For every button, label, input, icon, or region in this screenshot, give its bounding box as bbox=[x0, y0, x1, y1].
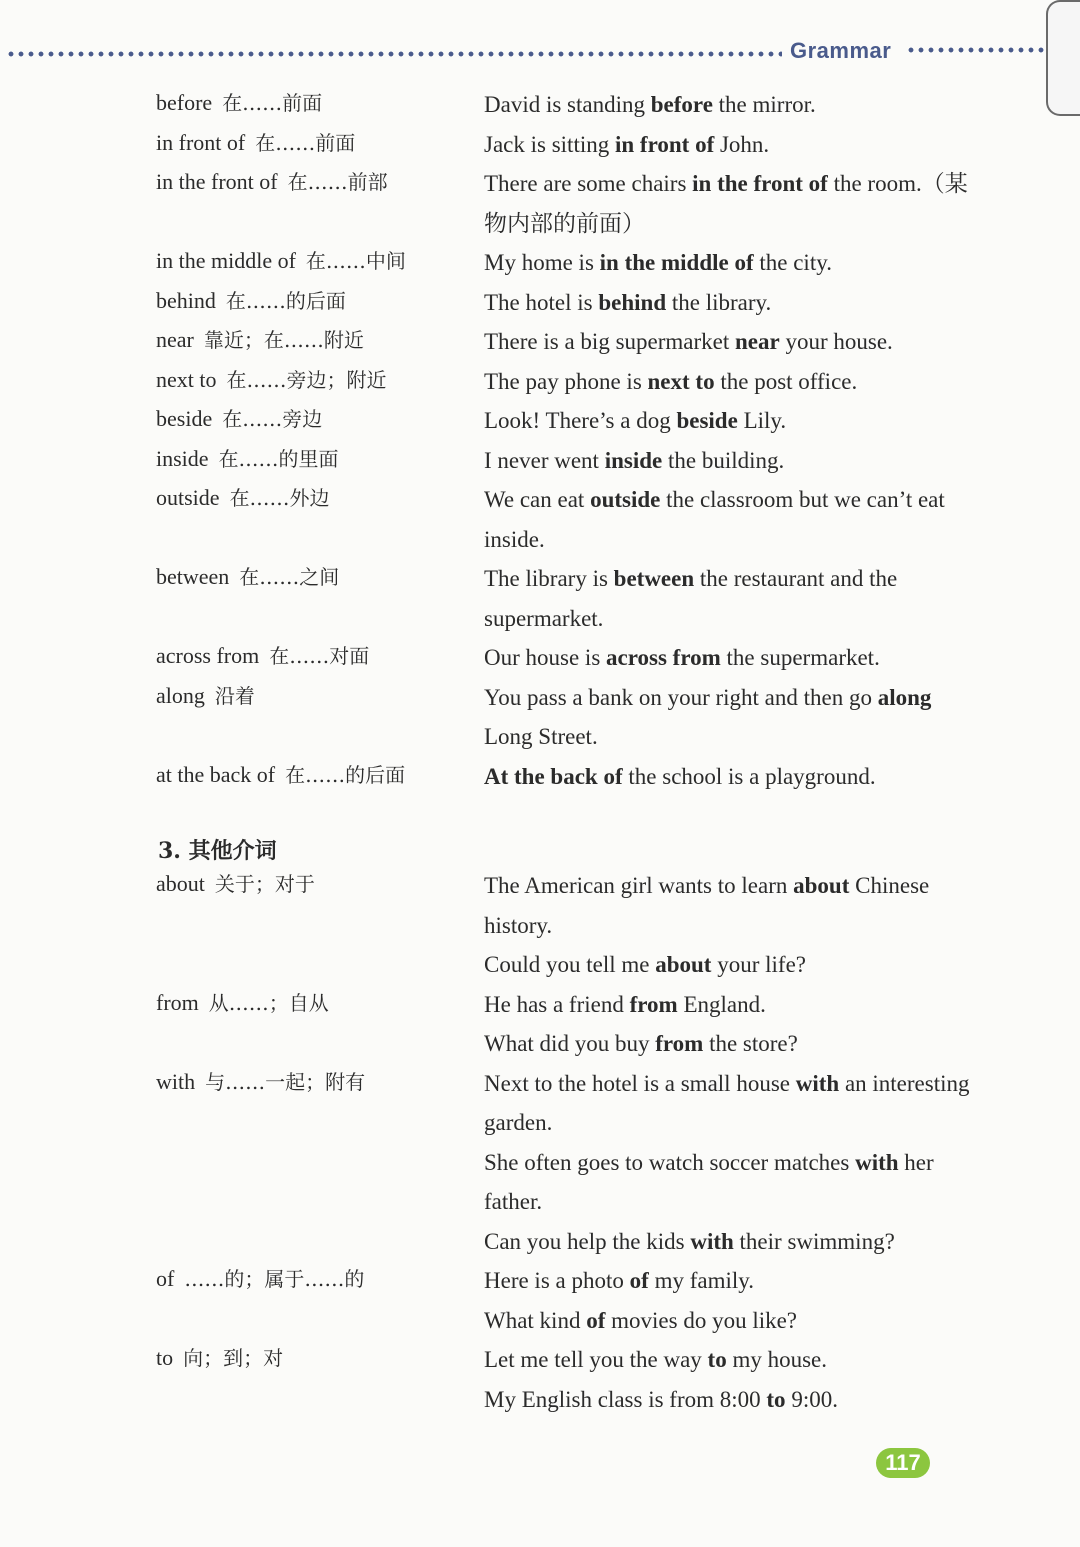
preposition-zh: 靠近；在……附近 bbox=[203, 328, 364, 352]
example-keyword: to bbox=[766, 1386, 786, 1412]
preposition-zh: 在……的里面 bbox=[218, 446, 339, 471]
preposition-en: outside bbox=[156, 485, 220, 510]
example-keyword: about bbox=[793, 873, 850, 898]
example-text: John. bbox=[714, 131, 770, 157]
preposition-en: inside bbox=[156, 445, 209, 471]
example-line bbox=[484, 164, 996, 204]
example-keyword: outside bbox=[590, 487, 661, 512]
example-text: David is standing bbox=[484, 92, 651, 117]
location-term-1 bbox=[156, 129, 355, 157]
example-text: an interesting bbox=[839, 1070, 970, 1096]
example-text: There are some chairs bbox=[484, 171, 693, 196]
location-term-12 bbox=[156, 682, 255, 710]
location-term-5 bbox=[156, 326, 364, 354]
preposition-en: behind bbox=[156, 287, 216, 313]
location-example-10 bbox=[484, 559, 996, 638]
example-keyword: about bbox=[655, 952, 712, 977]
example-line bbox=[484, 125, 996, 165]
example-keyword: At the back of bbox=[484, 763, 623, 789]
preposition-en: along bbox=[156, 682, 205, 708]
example-text: You pass a bank on your right and then go bbox=[484, 684, 878, 710]
location-example-1 bbox=[484, 125, 996, 165]
example-text: Long Street. bbox=[484, 724, 598, 749]
example-line bbox=[484, 1182, 996, 1222]
location-term-11 bbox=[156, 642, 369, 670]
location-term-2 bbox=[156, 168, 388, 196]
preposition-zh: 向；到；对 bbox=[183, 1346, 284, 1370]
example-text: father. bbox=[484, 1189, 543, 1214]
example-keyword: of bbox=[586, 1307, 606, 1333]
example-text: She often goes to watch soccer matches bbox=[484, 1149, 856, 1175]
location-example-4 bbox=[484, 283, 996, 323]
preposition-en: near bbox=[156, 327, 194, 352]
location-term-0 bbox=[156, 89, 322, 117]
location-term-10 bbox=[156, 563, 339, 591]
example-text: Our house is bbox=[484, 645, 607, 670]
example-line bbox=[484, 283, 996, 323]
location-term-13 bbox=[156, 761, 405, 789]
example-text: the room.（某 bbox=[827, 171, 968, 196]
preposition-zh: 与……一起；附有 bbox=[205, 1069, 366, 1094]
preposition-zh: 在……前部 bbox=[287, 170, 388, 194]
example-keyword: inside bbox=[604, 447, 663, 473]
preposition-zh: ……的；属于……的 bbox=[184, 1267, 365, 1291]
example-text: my house. bbox=[726, 1347, 828, 1372]
example-line bbox=[484, 401, 996, 441]
example-keyword: behind bbox=[598, 289, 667, 315]
preposition-en: in the front of bbox=[156, 169, 278, 194]
example-text: Here is a photo bbox=[484, 1268, 630, 1293]
example-line bbox=[484, 599, 996, 639]
preposition-zh: 关于；对于 bbox=[214, 872, 315, 896]
location-term-4 bbox=[156, 287, 346, 315]
preposition-en: in front of bbox=[156, 129, 246, 155]
example-text: Chinese bbox=[849, 873, 930, 898]
preposition-en: beside bbox=[156, 406, 213, 431]
example-line bbox=[484, 1024, 996, 1064]
example-keyword: of bbox=[629, 1268, 649, 1293]
example-line bbox=[484, 520, 996, 560]
location-example-8 bbox=[484, 441, 996, 481]
example-text: The American girl wants to learn bbox=[484, 873, 794, 898]
preposition-zh: 在……外边 bbox=[229, 486, 330, 510]
preposition-en: to bbox=[156, 1345, 174, 1370]
example-keyword: next to bbox=[647, 368, 715, 394]
location-term-6 bbox=[156, 366, 387, 394]
example-line bbox=[484, 1301, 996, 1341]
example-keyword: in the middle of bbox=[599, 250, 754, 275]
example-text: England. bbox=[677, 991, 766, 1017]
preposition-zh: 在……对面 bbox=[269, 644, 370, 668]
preposition-zh: 在……旁边；附近 bbox=[226, 367, 387, 392]
example-text: the supermarket. bbox=[720, 645, 880, 670]
example-text: history. bbox=[484, 912, 553, 938]
example-keyword: in front of bbox=[614, 131, 715, 157]
section-heading: 3. 其他介词 bbox=[158, 838, 277, 864]
other-term-0 bbox=[156, 870, 315, 898]
location-example-11 bbox=[484, 638, 996, 678]
page-number: 117 bbox=[876, 1448, 930, 1478]
other-example-0 bbox=[484, 866, 996, 985]
location-term-9 bbox=[156, 484, 330, 512]
preposition-en: in the middle of bbox=[156, 248, 296, 273]
location-example-12 bbox=[484, 678, 996, 757]
example-line bbox=[484, 985, 996, 1025]
location-term-7 bbox=[156, 405, 322, 433]
location-term-8 bbox=[156, 445, 339, 473]
example-keyword: between bbox=[613, 566, 695, 591]
example-text: my family. bbox=[648, 1268, 754, 1293]
example-text: We can eat bbox=[484, 487, 591, 512]
preposition-en: with bbox=[156, 1068, 196, 1094]
example-line bbox=[484, 85, 996, 125]
example-text: My home is bbox=[484, 250, 600, 275]
preposition-zh: 沿着 bbox=[214, 683, 255, 708]
example-text: The hotel is bbox=[484, 289, 599, 315]
preposition-zh: 在……前面 bbox=[222, 91, 323, 115]
example-text: Lily. bbox=[737, 408, 787, 433]
preposition-en: of bbox=[156, 1266, 175, 1291]
example-text: 物内部的前面） bbox=[484, 210, 645, 236]
preposition-en: before bbox=[156, 90, 213, 115]
example-text: Could you tell me bbox=[484, 952, 656, 977]
example-text: the classroom but we can’t eat bbox=[660, 487, 945, 512]
example-line bbox=[484, 243, 996, 283]
example-text: the city. bbox=[753, 250, 832, 275]
example-line bbox=[484, 757, 996, 797]
example-keyword: from bbox=[655, 1031, 704, 1056]
example-text: the mirror. bbox=[712, 92, 816, 117]
example-keyword: in the front of bbox=[692, 171, 828, 196]
preposition-en: across from bbox=[156, 643, 260, 668]
example-text: My English class is from 8:00 bbox=[484, 1386, 767, 1412]
example-text: their swimming? bbox=[733, 1228, 895, 1254]
example-keyword: before bbox=[650, 92, 713, 117]
example-text: I never went bbox=[484, 447, 605, 473]
example-text: supermarket. bbox=[484, 605, 604, 631]
example-line bbox=[484, 638, 996, 678]
example-keyword: to bbox=[707, 1347, 727, 1372]
other-term-1 bbox=[156, 989, 329, 1017]
preposition-zh: 从……；自从 bbox=[208, 990, 329, 1015]
example-text: the library. bbox=[666, 289, 772, 315]
example-text: inside. bbox=[484, 526, 545, 552]
example-keyword: beside bbox=[676, 408, 738, 433]
example-text: her bbox=[898, 1149, 934, 1175]
example-text: movies do you like? bbox=[605, 1307, 798, 1333]
other-example-1 bbox=[484, 985, 996, 1064]
location-example-0 bbox=[484, 85, 996, 125]
example-text: What did you buy bbox=[484, 1031, 656, 1056]
example-keyword: with bbox=[855, 1149, 899, 1175]
example-text: The library is bbox=[484, 566, 614, 591]
example-text: your house. bbox=[779, 329, 893, 354]
location-example-7 bbox=[484, 401, 996, 441]
preposition-en: between bbox=[156, 564, 230, 589]
example-line bbox=[484, 866, 996, 906]
preposition-zh: 在……中间 bbox=[305, 249, 406, 273]
example-text: Look! There’s a dog bbox=[484, 408, 677, 433]
example-text: The pay phone is bbox=[484, 368, 648, 394]
example-keyword: across from bbox=[606, 645, 721, 670]
preposition-en: about bbox=[156, 871, 205, 896]
location-example-13 bbox=[484, 757, 996, 797]
location-example-6 bbox=[484, 362, 996, 402]
preposition-en: from bbox=[156, 989, 199, 1015]
other-term-3 bbox=[156, 1265, 364, 1293]
example-line bbox=[484, 322, 996, 362]
example-keyword: from bbox=[629, 991, 678, 1017]
other-term-2 bbox=[156, 1068, 365, 1096]
example-text: Let me tell you the way bbox=[484, 1347, 708, 1372]
location-example-3 bbox=[484, 243, 996, 283]
preposition-zh: 在……旁边 bbox=[222, 407, 323, 431]
example-keyword: near bbox=[735, 329, 780, 354]
preposition-zh: 在……的后面 bbox=[225, 288, 346, 313]
preposition-zh: 在……前面 bbox=[255, 130, 356, 155]
example-line bbox=[484, 204, 996, 244]
example-line bbox=[484, 1143, 996, 1183]
preposition-en: next to bbox=[156, 366, 217, 392]
other-example-4 bbox=[484, 1340, 996, 1419]
example-keyword: with bbox=[690, 1228, 734, 1254]
location-example-9 bbox=[484, 480, 996, 559]
preposition-zh: 在……之间 bbox=[239, 565, 340, 589]
other-example-3 bbox=[484, 1261, 996, 1340]
preposition-en: at the back of bbox=[156, 761, 276, 787]
example-line bbox=[484, 906, 996, 946]
other-example-2 bbox=[484, 1064, 996, 1262]
example-keyword: along bbox=[877, 684, 932, 710]
example-text: the post office. bbox=[714, 368, 858, 394]
example-text: the school is a playground. bbox=[622, 763, 876, 789]
example-line bbox=[484, 1064, 996, 1104]
example-text: your life? bbox=[711, 952, 806, 977]
example-text: garden. bbox=[484, 1110, 553, 1135]
example-line bbox=[484, 678, 996, 718]
location-example-2 bbox=[484, 164, 996, 243]
preposition-zh: 在……的后面 bbox=[285, 762, 406, 787]
example-text: the store? bbox=[703, 1031, 798, 1056]
example-text: He has a friend bbox=[484, 991, 630, 1017]
example-line bbox=[484, 1261, 996, 1301]
example-text: What kind bbox=[484, 1307, 587, 1333]
example-text: 9:00. bbox=[785, 1386, 838, 1412]
example-text: Can you help the kids bbox=[484, 1228, 691, 1254]
example-text: Next to the hotel is a small house bbox=[484, 1070, 796, 1096]
example-line bbox=[484, 1380, 996, 1420]
example-line bbox=[484, 441, 996, 481]
example-line bbox=[484, 362, 996, 402]
example-text: the restaurant and the bbox=[694, 566, 898, 591]
location-example-5 bbox=[484, 322, 996, 362]
example-text: the building. bbox=[662, 447, 785, 473]
example-line bbox=[484, 1103, 996, 1143]
example-line bbox=[484, 559, 996, 599]
example-text: There is a big supermarket bbox=[484, 329, 735, 354]
example-keyword: with bbox=[795, 1070, 840, 1096]
example-line bbox=[484, 480, 996, 520]
location-term-3 bbox=[156, 247, 406, 275]
example-line bbox=[484, 1222, 996, 1262]
example-line bbox=[484, 717, 996, 757]
example-text: Jack is sitting bbox=[484, 131, 615, 157]
example-line bbox=[484, 1340, 996, 1380]
example-line bbox=[484, 945, 996, 985]
section-label: Grammar bbox=[790, 38, 892, 63]
other-term-4 bbox=[156, 1344, 283, 1372]
